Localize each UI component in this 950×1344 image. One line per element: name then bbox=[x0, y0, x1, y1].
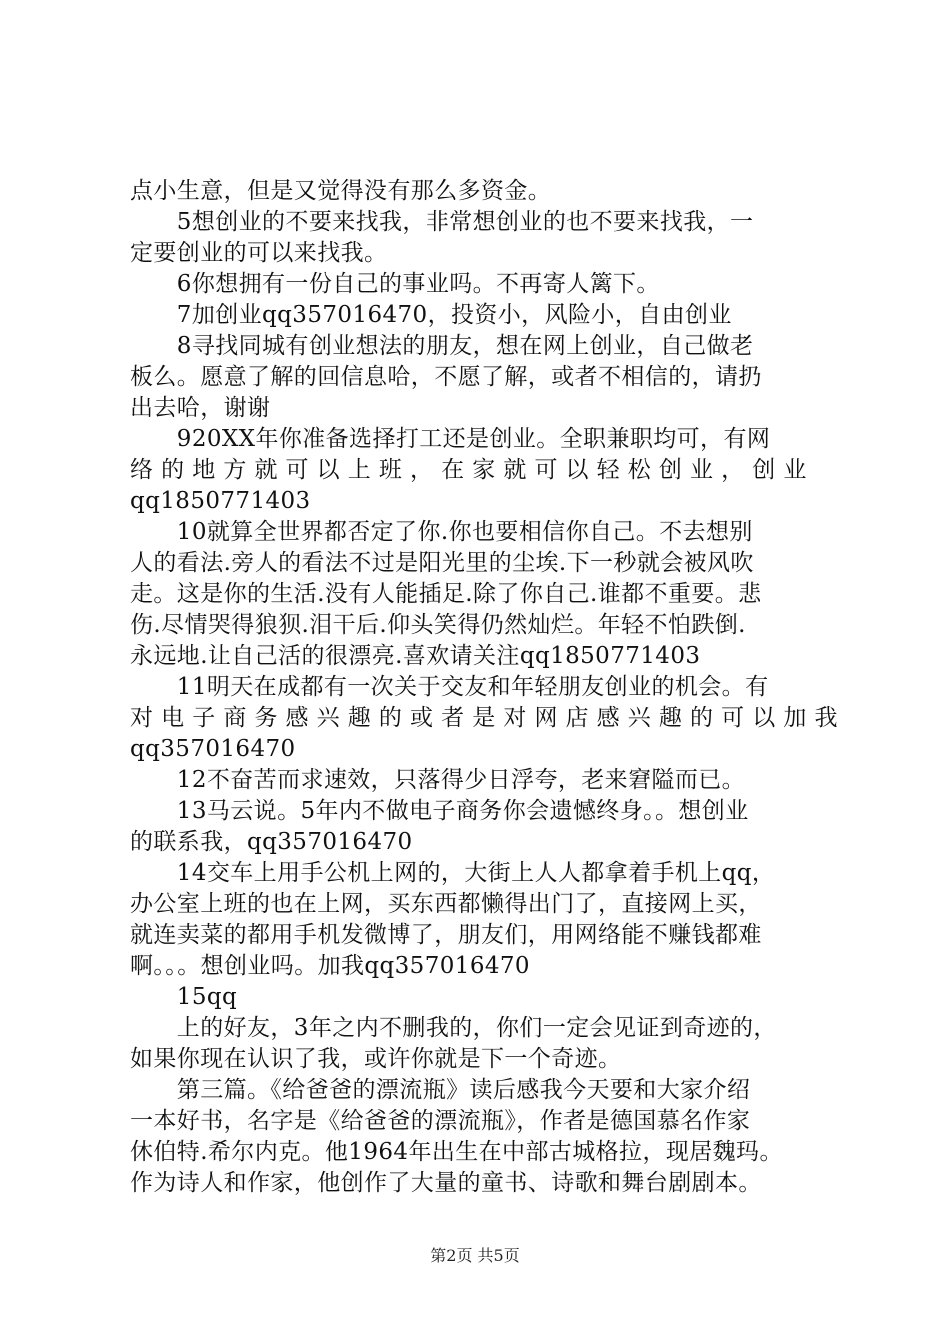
text-line: qq1850771403 bbox=[130, 488, 311, 514]
text-line: 办公室上班的也在上网，买东西都懒得出门了，直接网上买， bbox=[130, 891, 762, 917]
text-line: 6你想拥有一份自己的事业吗。不再寄人篱下。 bbox=[130, 271, 660, 297]
text-line: 点小生意，但是又觉得没有那么多资金。 bbox=[130, 178, 552, 204]
text-line: 休伯特.希尔内克。他1964年出生在中部古城格拉，现居魏玛。 bbox=[130, 1139, 783, 1165]
text-line: 人的看法.旁人的看法不过是阳光里的尘埃.下一秒就会被风吹 bbox=[130, 550, 754, 576]
text-line: 伤.尽情哭得狼狈.泪干后.仰头笑得仍然灿烂。年轻不怕跌倒. bbox=[130, 612, 746, 638]
text-line: 14交车上用手公机上网的，大街上人人都拿着手机上qq， bbox=[130, 860, 776, 886]
text-line: 第三篇。《给爸爸的漂流瓶》读后感我今天要和大家介绍 bbox=[130, 1077, 751, 1103]
text-line: 走。这是你的生活.没有人能插足.除了你自己.谁都不重要。悲 bbox=[130, 581, 762, 607]
text-line: 13马云说。5年内不做电子商务你会遗憾终身。。想创业 bbox=[130, 798, 749, 824]
text-line: 如果你现在认识了我，或许你就是下一个奇迹。 bbox=[130, 1046, 622, 1072]
text-line: 板么。愿意了解的回信息哈，不愿了解，或者不相信的，请扔 bbox=[130, 364, 762, 390]
text-line: 一本好书，名字是《给爸爸的漂流瓶》，作者是德国慕名作家 bbox=[130, 1108, 751, 1134]
text-line: 对 电 子 商 务 感 兴 趣 的 或 者 是 对 网 店 感 兴 趣 的 可 以 加 我 bbox=[130, 705, 838, 731]
text-line: 上的好友，3年之内不删我的，你们一定会见证到奇迹的， bbox=[130, 1015, 777, 1041]
text-line: 作为诗人和作家，他创作了大量的童书、诗歌和舞台剧剧本。 bbox=[130, 1170, 762, 1196]
text-line: 的联系我，qq357016470 bbox=[130, 829, 413, 855]
text-line: 8寻找同城有创业想法的朋友，想在网上创业，自己做老 bbox=[130, 333, 754, 359]
text-line: 就连卖菜的都用手机发微博了，朋友们，用网络能不赚钱都难 bbox=[130, 922, 762, 948]
text-line: 7加创业qq357016470，投资小，风险小，自由创业 bbox=[130, 302, 732, 328]
text-line: 10就算全世界都否定了你.你也要相信你自己。不去想别 bbox=[130, 519, 753, 545]
text-line: 5想创业的不要来找我，非常想创业的也不要来找我，一 bbox=[130, 209, 754, 235]
text-line: 920XX年你准备选择打工还是创业。全职兼职均可，有网 bbox=[130, 426, 771, 452]
text-line: 出去哈，谢谢 bbox=[130, 395, 271, 421]
text-line: 15qq bbox=[130, 984, 238, 1010]
text-line: 络 的 地 方 就 可 以 上 班 ， 在 家 就 可 以 轻 松 创 业 ， 创 业 bbox=[130, 457, 807, 483]
text-line: 12不奋苦而求速效，只落得少日浮夸，老来窘隘而已。 bbox=[130, 767, 746, 793]
text-line: 11明天在成都有一次关于交友和年轻朋友创业的机会。有 bbox=[130, 674, 769, 700]
text-line: 永远地.让自己活的很漂亮.喜欢请关注qq1850771403 bbox=[130, 643, 701, 669]
text-line: 定要创业的可以来找我。 bbox=[130, 240, 388, 266]
text-line: qq357016470 bbox=[130, 736, 296, 762]
page-number-footer: 第2页 共5页 bbox=[430, 1246, 520, 1265]
text-line: 啊。。。想创业吗。加我qq357016470 bbox=[130, 953, 530, 979]
